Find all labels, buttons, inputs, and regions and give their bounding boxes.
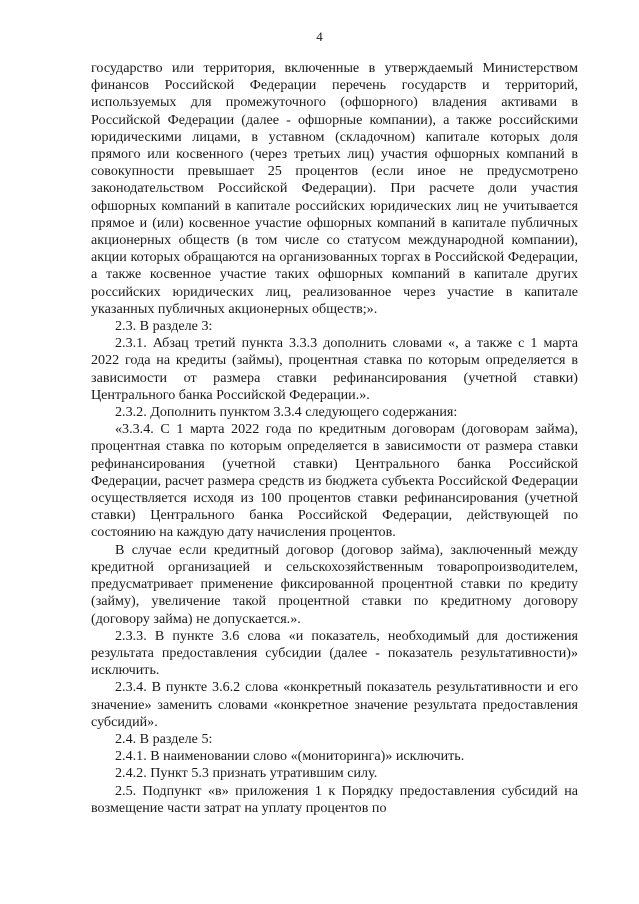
- paragraph-2-3-2: 2.3.2. Дополнить пунктом 3.3.4 следующего содержания:: [115, 404, 458, 421]
- paragraph-fixed-rate: В случае если кредитный договор (договор займа), заключенный между кредитной организацией и сельскохозяйственным товаропроизводителем, предусматривает применение фиксированной процентной ставки по кредиту (займу), увеличение такой процентной ставки по кредитному договору (договору займа) не допускается.».: [91, 541, 578, 627]
- paragraph-2-4-1: 2.4.1. В наименовании слово «(мониторинга)» исключить.: [115, 748, 465, 765]
- paragraph-3-3-4: «3.3.4. С 1 марта 2022 года по кредитным договорам (договорам займа), процентная ставка по которым определяется в зависимости от размера ставки рефинансирования (учетной ставки) Центрального банка Российской Федерации, расчет размера средств из бюджета субъекта Российской Федерации осуществляется исходя из 100 процентов ставки рефинансирования (учетной ставки) Центрального банка Российской Федерации, действующей по состоянию на каждую дату начисления процентов.: [91, 421, 578, 541]
- paragraph-2-5: 2.5. Подпункт «в» приложения 1 к Порядку предоставления субсидий на возмещение части затрат на уплату процентов по: [91, 782, 578, 816]
- paragraph-2-4: 2.4. В разделе 5:: [115, 730, 213, 747]
- page-number: 4: [316, 29, 323, 44]
- paragraph-2-4-2: 2.4.2. Пункт 5.3 признать утратившим силу.: [115, 765, 378, 782]
- paragraph-offshore-definition: государство или территория, включенные в утверждаемый Министерством финансов Российской Федерации перечень государств и территорий, используемых для промежуточного (офшорного) владения активами в Российской Федерации (далее - офшорные компании), а также российскими юридическими лицами, в уставном (складочном) капитале которых доля прямого или косвенного (через третьих лиц) участия офшорных компаний в совокупности превышает 25 процентов (если иное не предусмотрено законодательством Российской Федерации). При расчете доли участия офшорных компаний в капитале российских юридических лиц не учитывается прямое и (или) косвенное участие офшорных компаний в капитале публичных акционерных обществ (в том числе со статусом международной компании), акции которых обращаются на организованных торгах в Российской Федерации, а также косвенное участие таких офшорных компаний в капитале других российских юридических лиц, реализованное через участие в капитале указанных публичных акционерных обществ;».: [91, 60, 578, 317]
- paragraph-2-3-4: 2.3.4. В пункте 3.6.2 слова «конкретный показатель результативности и его значение» заменить словами «конкретное значение результата предоставления субсидий».: [91, 679, 578, 730]
- paragraph-2-3: 2.3. В разделе 3:: [115, 318, 213, 335]
- document-body: [91, 60, 578, 817]
- paragraph-2-3-1: 2.3.1. Абзац третий пункта 3.3.3 дополнить словами «, а также с 1 марта 2022 года на кредиты (займы), процентная ставка по которым определяется в зависимости от размера ставки рефинансирования (учетной ставки) Центрального банка Российской Федерации.».: [91, 335, 578, 403]
- paragraph-2-3-3: 2.3.3. В пункте 3.6 слова «и показатель, необходимый для достижения результата предоставления субсидии (далее - показатель результативности)» исключить.: [91, 627, 578, 679]
